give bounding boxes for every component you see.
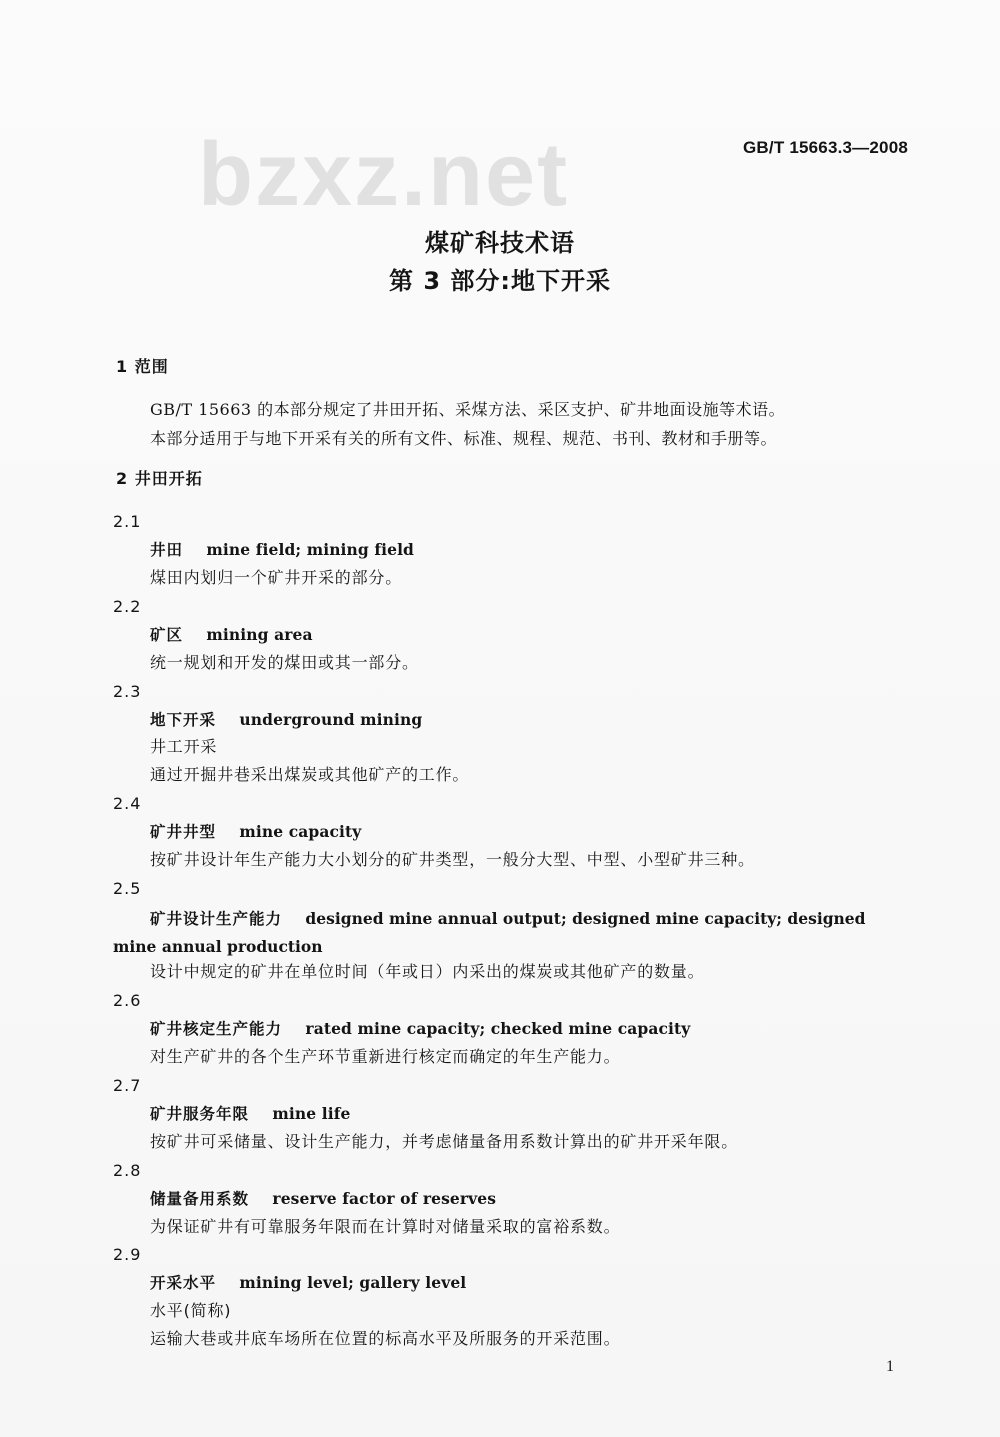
term-en: reserve factor of reserves [272,1189,497,1208]
document-title: 煤矿科技术语 [425,229,575,257]
entry-term [150,1272,466,1294]
term-zh: 储量备用系数 [150,1190,250,1208]
term-en: mine capacity [239,822,362,841]
entry-term [113,905,909,961]
section-heading-scope: 1 范围 [116,357,169,376]
term-en: mine life [272,1104,351,1123]
term-en: designed mine annual output; designed mine capacity; designed mine annual production [113,909,866,956]
entry-number: 2.6 [113,991,142,1010]
term-en: rated mine capacity; checked mine capacity [305,1019,691,1038]
entry-number: 2.1 [113,512,142,531]
term-zh: 地下开采 [150,711,217,729]
entry-definition: 对生产矿井的各个生产环节重新进行核定而确定的年生产能力。 [150,1047,621,1066]
term-en: underground mining [239,710,423,729]
section-heading-mine-field-development: 2 井田开拓 [116,469,203,488]
term-en: mining level; gallery level [239,1273,467,1292]
entry-number: 2.2 [113,597,142,616]
entry-term [150,1103,350,1125]
entry-term [150,709,422,731]
entry-number: 2.3 [113,682,142,701]
standard-code: GB/T 15663.3—2008 [743,138,908,157]
term-zh: 矿井井型 [150,823,217,841]
entry-definition: 设计中规定的矿井在单位时间（年或日）内采出的煤炭或其他矿产的数量。 [150,962,705,981]
term-zh: 开采水平 [150,1274,217,1292]
entry-definition: 通过开掘井巷采出煤炭或其他矿产的工作。 [150,765,470,784]
entry-number: 2.8 [113,1161,142,1180]
entry-definition: 煤田内划归一个矿井开采的部分。 [150,568,403,587]
entry-term [150,624,313,646]
entry-definition: 按矿井可采储量、设计生产能力，并考虑储量备用系数计算出的矿井开采年限。 [150,1132,739,1151]
scope-paragraph-1: GB/T 15663 的本部分规定了井田开拓、采煤方法、采区支护、矿井地面设施等术语。 [150,400,786,419]
term-zh: 矿区 [150,626,184,644]
entry-definition: 运输大巷或井底车场所在位置的标高水平及所服务的开采范围。 [150,1329,621,1348]
entry-term [150,1188,496,1210]
term-zh: 井田 [150,541,184,559]
entry-number: 2.7 [113,1076,142,1095]
entry-term [150,539,414,561]
term-zh: 矿井服务年限 [150,1105,250,1123]
entry-number: 2.4 [113,794,142,813]
term-zh: 矿井设计生产能力 [150,910,283,928]
entry-alias: 水平(简称) [150,1301,232,1320]
entry-alias: 井工开采 [150,737,218,756]
term-zh: 矿井核定生产能力 [150,1020,283,1038]
term-en: mine field; mining field [206,540,414,559]
document-subtitle: 第 3 部分:地下开采 [388,267,611,295]
entry-definition: 为保证矿井有可靠服务年限而在计算时对储量采取的富裕系数。 [150,1217,621,1236]
page-number: 1 [886,1358,894,1375]
entry-term [150,821,361,843]
watermark: bzxz.net [198,125,570,225]
term-en: mining area [206,625,313,644]
entry-term [150,1018,690,1040]
entry-definition: 按矿井设计年生产能力大小划分的矿井类型，一般分大型、中型、小型矿井三种。 [150,850,755,869]
entry-number: 2.9 [113,1245,142,1264]
entry-number: 2.5 [113,879,142,898]
entry-definition: 统一规划和开发的煤田或其一部分。 [150,653,419,672]
scope-paragraph-2: 本部分适用于与地下开采有关的所有文件、标准、规程、规范、书刊、教材和手册等。 [150,429,778,448]
